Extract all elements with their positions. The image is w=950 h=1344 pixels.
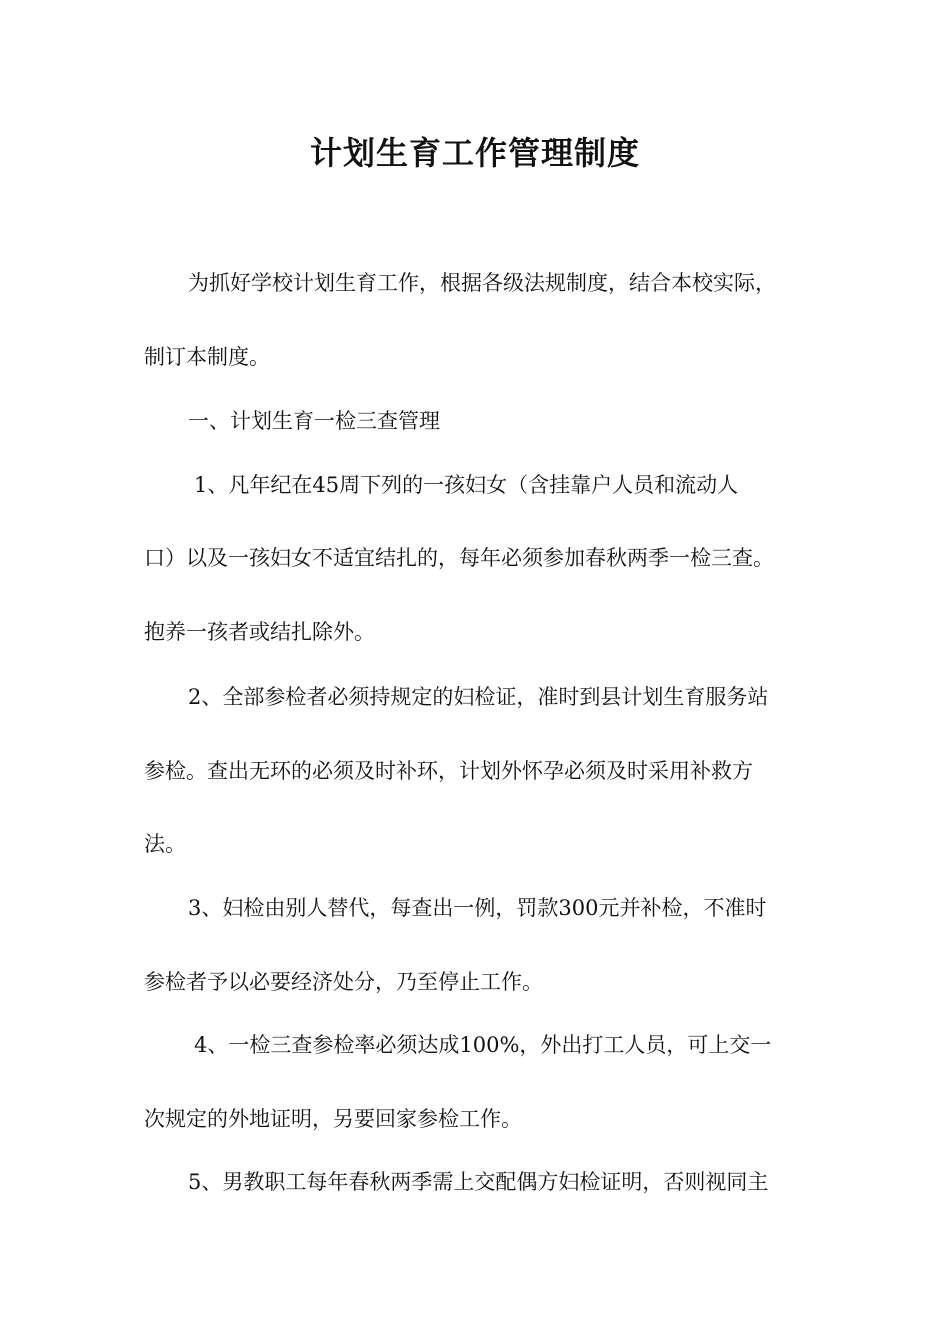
paragraph-line: 次规定的外地证明，另要回家参检工作。 <box>144 1107 522 1131</box>
paragraph-line: 法。 <box>144 832 186 856</box>
paragraph-line: 5、男教职工每年春秋两季需上交配偶方妇检证明，否则视同主 <box>188 1170 769 1194</box>
paragraph-line: 2、全部参检者必须持规定的妇检证，准时到县计划生育服务站 <box>188 685 769 709</box>
document-title: 计划生育工作管理制度 <box>309 134 640 172</box>
paragraph-line: 制订本制度。 <box>144 345 270 369</box>
paragraph-line: 为抓好学校计划生育工作，根据各级法规制度，结合本校实际， <box>188 271 776 295</box>
paragraph-line: 3、妇检由别人替代，每查出一例，罚款300元并补检，不准时 <box>188 896 767 920</box>
paragraph-line: 参检者予以必要经济处分，乃至停止工作。 <box>144 970 543 994</box>
paragraph-line: 参检。查出无环的必须及时补环，计划外怀孕必须及时采用补救方 <box>144 759 753 783</box>
paragraph-line: 抱养一孩者或结扎除外。 <box>144 620 375 644</box>
section-heading: 一、计划生育一检三查管理 <box>188 409 440 433</box>
paragraph-line: 4、一检三查参检率必须达成100%，外出打工人员，可上交一 <box>194 1033 772 1057</box>
paragraph-line: 口）以及一孩妇女不适宜结扎的，每年必须参加春秋两季一检三查。 <box>144 546 774 570</box>
paragraph-line: 1、凡年纪在45周下列的一孩妇女（含挂靠户人员和流动人 <box>194 473 739 497</box>
